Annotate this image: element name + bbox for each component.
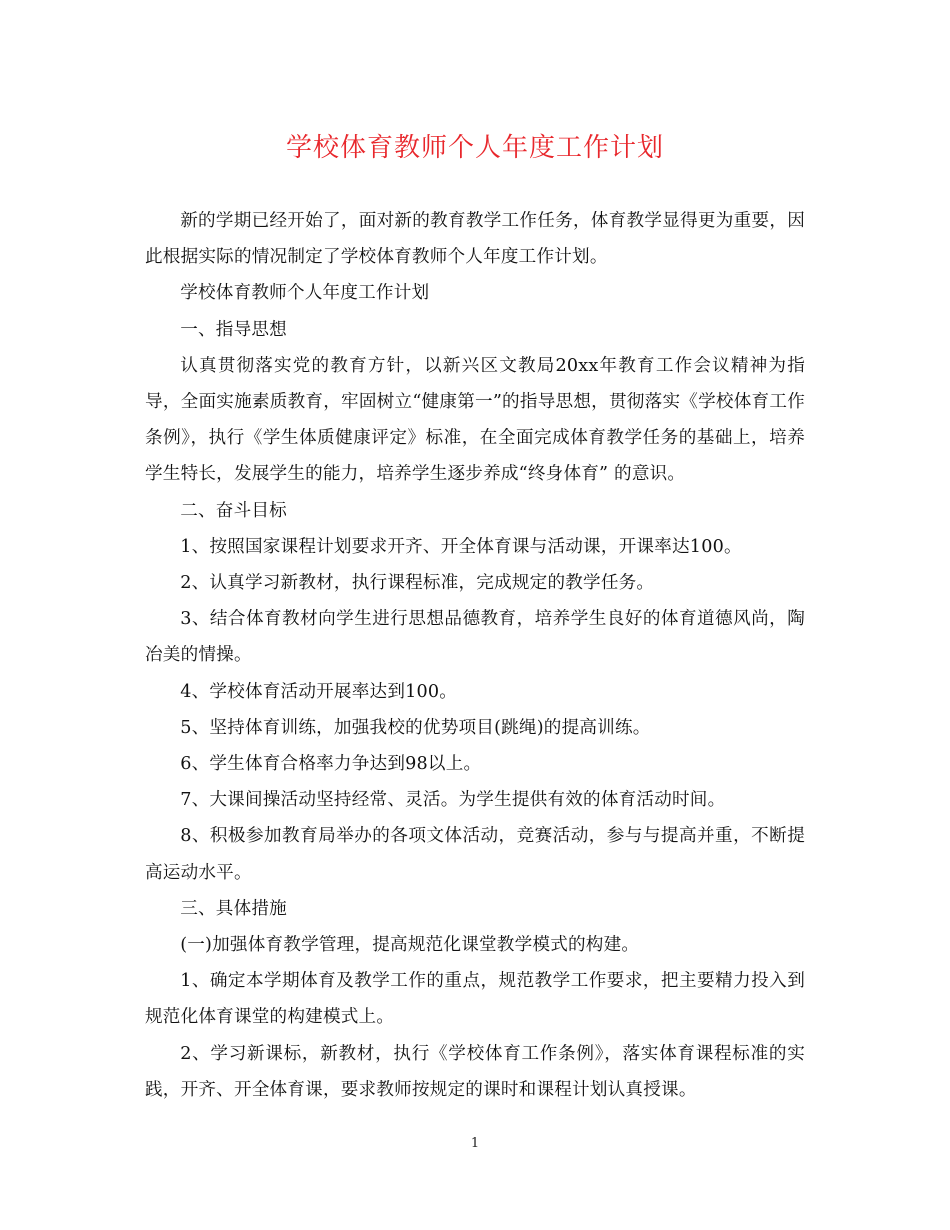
measure-item: 1、确定本学期体育及教学工作的重点，规范教学工作要求，把主要精力投入到规范化体育课堂的构建模式上。 <box>145 971 805 1028</box>
goal-item: 7、大课间操活动坚持经常、灵活。为学生提供有效的体育活动时间。 <box>180 790 726 811</box>
guiding-ideology-paragraph: 认真贯彻落实党的教育方针，以新兴区文教局20xx年教育工作会议精神为指导，全面实施素质教育，牢固树立“健康第一”的指导思想，贯彻落实《学校体育工作条例》，执行《学生体质健康评定》标准，在全面完成体育教学任务的基础上，培养学生特长，发展学生的能力，培养学生逐步养成“终身体育” 的意识。 <box>145 355 805 485</box>
plan-subtitle: 学校体育教师个人年度工作计划 <box>180 283 430 304</box>
goal-item: 5、坚持体育训练，加强我校的优势项目(跳绳)的提高训练。 <box>180 717 651 738</box>
measure-item: 2、学习新课标，新教材，执行《学校体育工作条例》，落实体育课程标准的实践，开齐、开全体育课，要求教师按规定的课时和课程计划认真授课。 <box>145 1043 805 1100</box>
section-heading-guiding-ideology: 一、指导思想 <box>180 319 287 340</box>
goal-item: 8、积极参加教育局举办的各项文体活动，竞赛活动，参与与提高并重，不断提高运动水平。 <box>145 826 805 883</box>
goal-item: 2、认真学习新教材，执行课程标准，完成规定的教学任务。 <box>180 573 655 594</box>
document-title: 学校体育教师个人年度工作计划 <box>285 133 664 163</box>
measure-subheading: (一)加强体育教学管理，提高规范化课堂教学模式的构建。 <box>180 935 640 956</box>
goal-item: 3、结合体育教材向学生进行思想品德教育，培养学生良好的体育道德风尚，陶冶美的情操。 <box>145 609 805 666</box>
goal-item: 6、学生体育合格率力争达到98以上。 <box>180 754 482 775</box>
goal-item: 1、按照国家课程计划要求开齐、开全体育课与活动课，开课率达100。 <box>180 536 742 557</box>
section-heading-goals: 二、奋斗目标 <box>180 500 287 521</box>
section-heading-measures: 三、具体措施 <box>180 898 287 919</box>
intro-paragraph: 新的学期已经开始了，面对新的教育教学工作任务，体育教学显得更为重要，因此根据实际的情况制定了学校体育教师个人年度工作计划。 <box>145 211 805 268</box>
page-number: 1 <box>470 1136 480 1151</box>
goal-item: 4、学校体育活动开展率达到100。 <box>180 681 458 702</box>
document-body <box>145 203 805 1108</box>
